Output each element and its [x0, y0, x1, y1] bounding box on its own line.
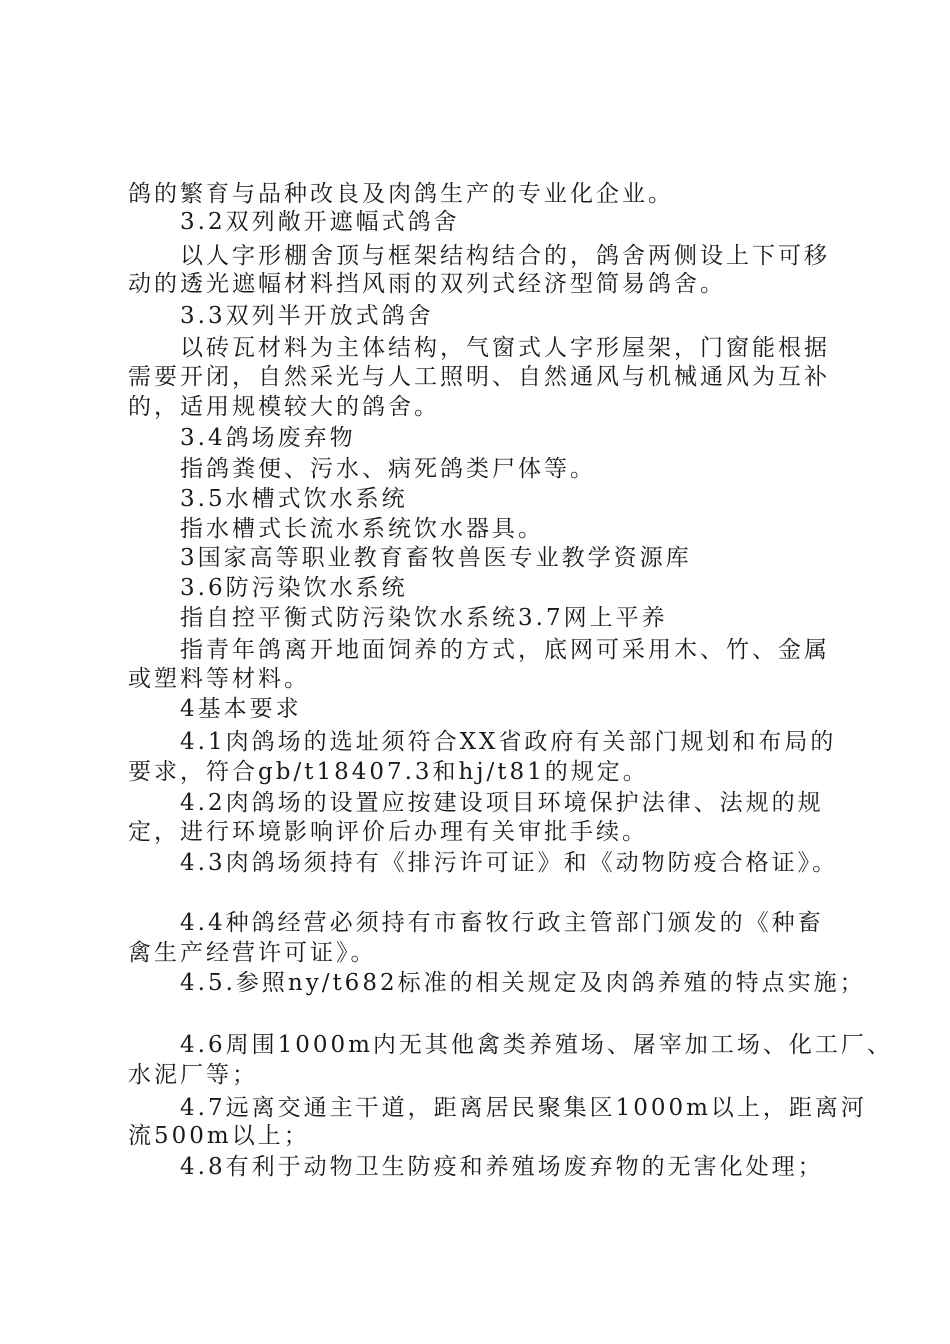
text-line: 4.8有利于动物卫生防疫和养殖场废弃物的无害化处理； [180, 1154, 824, 1180]
text-line: 动的透光遮幅材料挡风雨的双列式经济型简易鸽舍。 [128, 271, 726, 297]
text-line: 或塑料等材料。 [128, 666, 310, 692]
text-line: 4.6周围1000m内无其他禽类养殖场、屠宰加工场、化工厂、 [180, 1032, 893, 1058]
text-line: 以砖瓦材料为主体结构，气窗式人字形屋架，门窗能根据 [180, 335, 830, 361]
text-line: 指鸽粪便、污水、病死鸽类尸体等。 [180, 456, 596, 482]
text-line: 需要开闭，自然采光与人工照明、自然通风与机械通风为互补 [128, 364, 830, 390]
section-heading: 3.4鸽场废弃物 [180, 425, 356, 451]
text-line: 以人字形棚舍顶与框架结构结合的，鸽舍两侧设上下可移 [180, 243, 830, 269]
section-heading: 3.6防污染饮水系统 [180, 575, 408, 601]
text-line: 定，进行环境影响评价后办理有关审批手续。 [128, 819, 648, 845]
text-line: 要求，符合gb/t18407.3和hj/t81的规定。 [128, 759, 649, 785]
section-heading: 3.2双列敞开遮幅式鸽舍 [180, 209, 460, 235]
text-line: 4.5.参照ny/t682标准的相关规定及肉鸽养殖的特点实施； [180, 970, 866, 996]
section-heading: 4基本要求 [180, 696, 302, 722]
text-line: 流500m以上； [128, 1123, 310, 1149]
text-line: 指青年鸽离开地面饲养的方式，底网可采用木、竹、金属 [180, 637, 830, 663]
text-line: 4.3肉鸽场须持有《排污许可证》和《动物防疫合格证》。 [180, 850, 839, 876]
text-line: 指水槽式长流水系统饮水器具。 [180, 516, 544, 542]
section-heading: 3.3双列半开放式鸽舍 [180, 303, 434, 329]
text-line: 鸽的繁育与品种改良及肉鸽生产的专业化企业。 [128, 181, 674, 207]
text-line: 禽生产经营许可证》。 [128, 940, 377, 966]
section-heading: 3.5水槽式饮水系统 [180, 486, 408, 512]
text-line: 4.4种鸽经营必须持有市畜牧行政主管部门颁发的《种畜 [180, 910, 824, 936]
text-line: 指自控平衡式防污染饮水系统3.7网上平养 [180, 605, 668, 631]
text-line: 的，适用规模较大的鸽舍。 [128, 394, 440, 420]
page-header-text: 3国家高等职业教育畜牧兽医专业教学资源库 [180, 545, 692, 571]
text-line: 4.7远离交通主干道，距离居民聚集区1000m以上，距离河 [180, 1095, 867, 1121]
text-line: 4.1肉鸽场的选址须符合XX省政府有关部门规划和布局的 [180, 729, 837, 755]
text-line: 4.2肉鸽场的设置应按建设项目环境保护法律、法规的规 [180, 790, 824, 816]
text-line: 水泥厂等； [128, 1062, 258, 1088]
